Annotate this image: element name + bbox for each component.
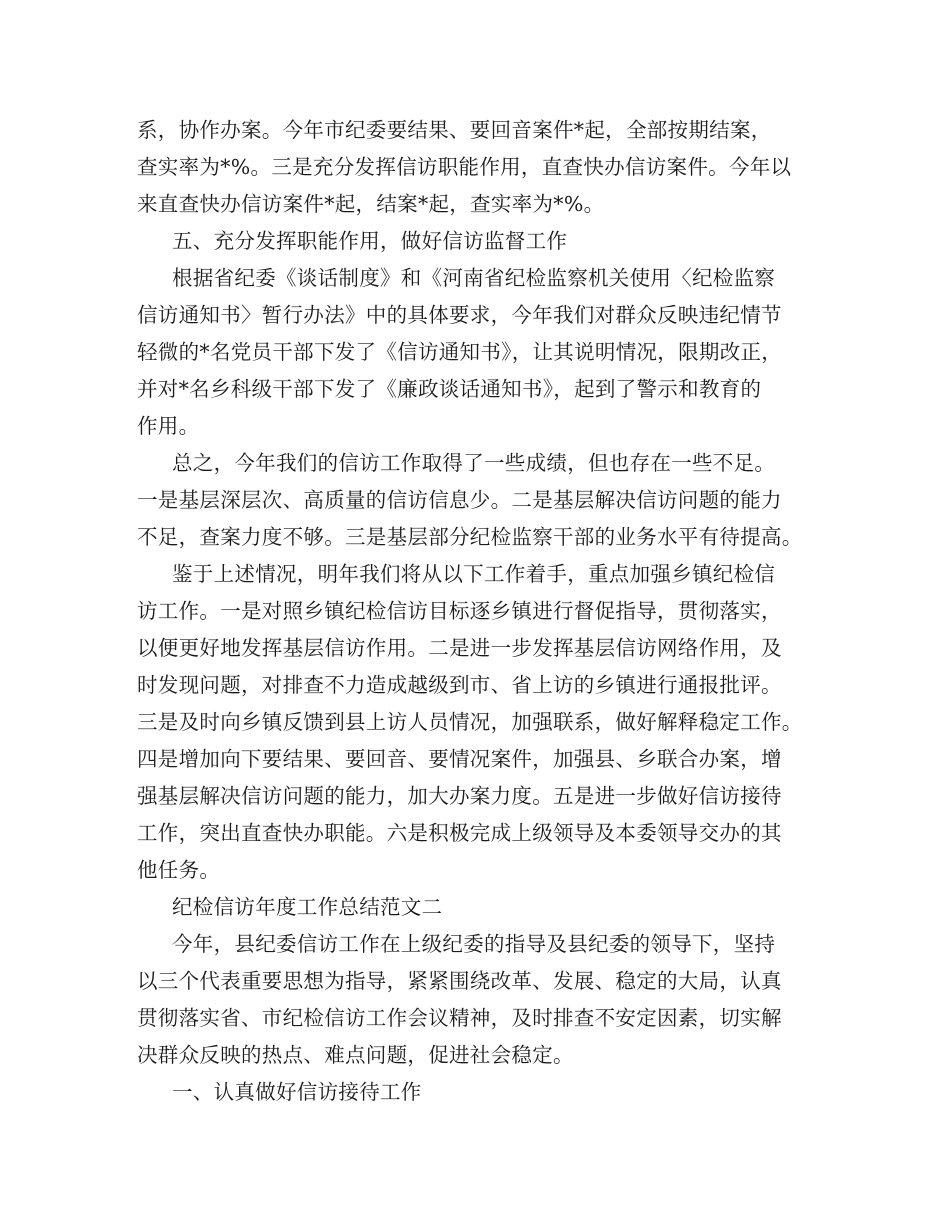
body-text-line: 以三个代表重要思想为指导，紧紧围绕改革、发展、稳定的大局，认真 (137, 969, 782, 993)
body-text-line: 系，协作办案。今年市纪委要结果、要回音案件*起，全部按期结案， (137, 118, 772, 142)
body-text-line: 并对*名乡科级干部下发了《廉政谈话通知书》，起到了警示和教育的 (137, 377, 762, 401)
body-text-line: 不足，查案力度不够。三是基层部分纪检监察干部的业务水平有待提高。 (137, 525, 803, 549)
body-text-line: 工作，突出直查快办职能。六是积极完成上级领导及本委领导交办的其 (137, 821, 782, 845)
body-text-line: 决群众反映的热点、难点问题，促进社会稳定。 (137, 1043, 574, 1067)
section-heading: 五、充分发挥职能作用，做好信访监督工作 (172, 229, 568, 253)
body-text-line: 贯彻落实省、市纪检信访工作会议精神，及时排查不安定因素，切实解 (137, 1006, 782, 1030)
body-text-line: 时发现问题，对排查不力造成越级到市、省上访的乡镇进行通报批评。 (137, 673, 782, 697)
body-text-line: 鉴于上述情况，明年我们将从以下工作着手，重点加强乡镇纪检信 (172, 562, 776, 586)
body-text-line: 一是基层深层次、高质量的信访信息少。二是基层解决信访问题的能力 (137, 488, 782, 512)
body-text-line: 来直查快办信访案件*起，结案*起，查实率为*%。 (137, 192, 605, 216)
body-text-line: 根据省纪委《谈话制度》和《河南省纪检监察机关使用〈纪检监察 (172, 266, 776, 290)
body-text-line: 访工作。一是对照乡镇纪检信访目标逐乡镇进行督促指导，贯彻落实， (137, 599, 782, 623)
body-text-line: 作用。 (137, 414, 200, 438)
body-text-line: 三是及时向乡镇反馈到县上访人员情况，加强联系，做好解释稳定工作。 (137, 710, 803, 734)
body-text-line: 轻微的*名党员干部下发了《信访通知书》，让其说明情况，限期改正， (137, 340, 783, 364)
body-text-line: 查实率为*%。三是充分发挥信访职能作用，直查快办信访案件。今年以 (137, 155, 792, 179)
body-text-line: 他任务。 (137, 858, 221, 882)
body-text-line: 以便更好地发挥基层信访作用。二是进一步发挥基层信访网络作用，及 (137, 636, 782, 660)
body-text-line: 总之，今年我们的信访工作取得了一些成绩，但也存在一些不足。 (172, 451, 776, 475)
body-text-line: 四是增加向下要结果、要回音、要情况案件，加强县、乡联合办案，增 (137, 747, 782, 771)
document-subtitle: 纪检信访年度工作总结范文二 (172, 895, 443, 919)
body-text-line: 信访通知书〉暂行办法》中的具体要求，今年我们对群众反映违纪情节 (137, 303, 782, 327)
body-text-line: 强基层解决信访问题的能力，加大办案力度。五是进一步做好信访接待 (137, 784, 782, 808)
body-text-line: 今年，县纪委信访工作在上级纪委的指导及县纪委的领导下，坚持 (172, 932, 776, 956)
section-heading: 一、认真做好信访接待工作 (172, 1080, 422, 1104)
